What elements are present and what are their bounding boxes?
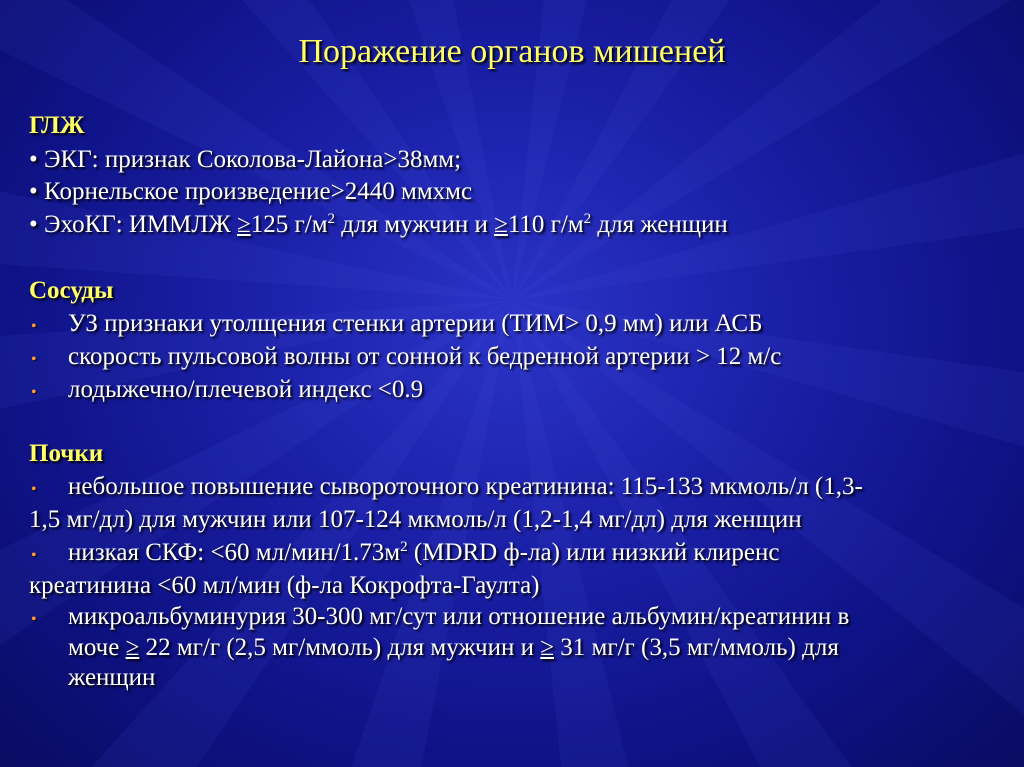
list-item-line (68, 634, 839, 662)
section-heading-kidneys: Почки (29, 440, 104, 467)
echo-text-b: 125 г/м (250, 211, 328, 238)
list-item-line (68, 539, 780, 567)
albumin-text-a: моче (68, 634, 126, 661)
list-item (29, 178, 472, 206)
list-item: лодыжечно/плечевой индекс <0.9 (68, 376, 424, 403)
bullet: • (29, 146, 38, 173)
list-item (29, 211, 728, 239)
bullet: • (31, 318, 37, 335)
echo-text-c: для мужчин и (335, 211, 495, 238)
section-heading-glzh: ГЛЖ (29, 112, 85, 139)
list-item-text: Корнельское произведение>2440 ммхмс (44, 178, 473, 205)
bullet: • (31, 351, 37, 368)
list-item-line: женщин (68, 664, 156, 691)
section-heading-vessels: Сосуды (29, 277, 114, 304)
list-item (29, 146, 461, 174)
list-item: УЗ признаки утолщения стенки артерии (ТИМ> 0,9 мм) или АСБ (68, 310, 763, 337)
list-item-text: ЭКГ: признак Соколова-Лайона>38мм; (44, 146, 462, 173)
list-item-line: креатинина <60 мл/мин (ф-ла Кокрофта-Гаулта) (29, 572, 540, 599)
gfr-text-a: низкая СКФ: <60 мл/мин/1.73м (68, 539, 401, 566)
superscript-2: 2 (400, 539, 408, 555)
gfr-text-b: (MDRD ф-ла) или низкий клиренс (407, 539, 780, 566)
echo-text-d: 110 г/м (507, 211, 584, 238)
ge-symbol: ≥ (237, 211, 251, 238)
superscript-2: 2 (583, 211, 592, 227)
albumin-text-c: 31 мг/г (3,5 мг/ммоль) для (554, 634, 839, 661)
bullet: • (29, 211, 38, 238)
echo-text-a: ЭхоКГ: ИММЛЖ (44, 211, 238, 238)
superscript-2: 2 (327, 211, 336, 227)
bullet: • (31, 547, 37, 564)
bullet: • (31, 481, 37, 498)
echo-text-e: для женщин (591, 211, 728, 238)
ge-symbol: ≥ (125, 634, 140, 661)
list-item-line: микроальбуминурия 30-300 мг/сут или отношение альбумин/креатинин в (68, 603, 850, 630)
list-item: скорость пульсовой волны от сонной к бедренной артерии > 12 м/с (68, 343, 782, 370)
slide-title: Поражение органов мишеней (298, 33, 726, 70)
bullet: • (31, 611, 37, 628)
list-item-line: небольшое повышение сывороточного креатинина: 115-133 мкмоль/л (1,3- (68, 473, 863, 500)
bullet: • (29, 178, 38, 205)
list-item-line: 1,5 мг/дл) для мужчин или 107-124 мкмоль/л (1,2-1,4 мг/дл) для женщин (29, 506, 802, 533)
albumin-text-b: 22 мг/г (2,5 мг/ммоль) для мужчин и (139, 634, 541, 661)
ge-symbol: ≥ (540, 634, 554, 661)
bullet: • (31, 384, 37, 401)
ge-symbol: ≥ (494, 211, 508, 238)
